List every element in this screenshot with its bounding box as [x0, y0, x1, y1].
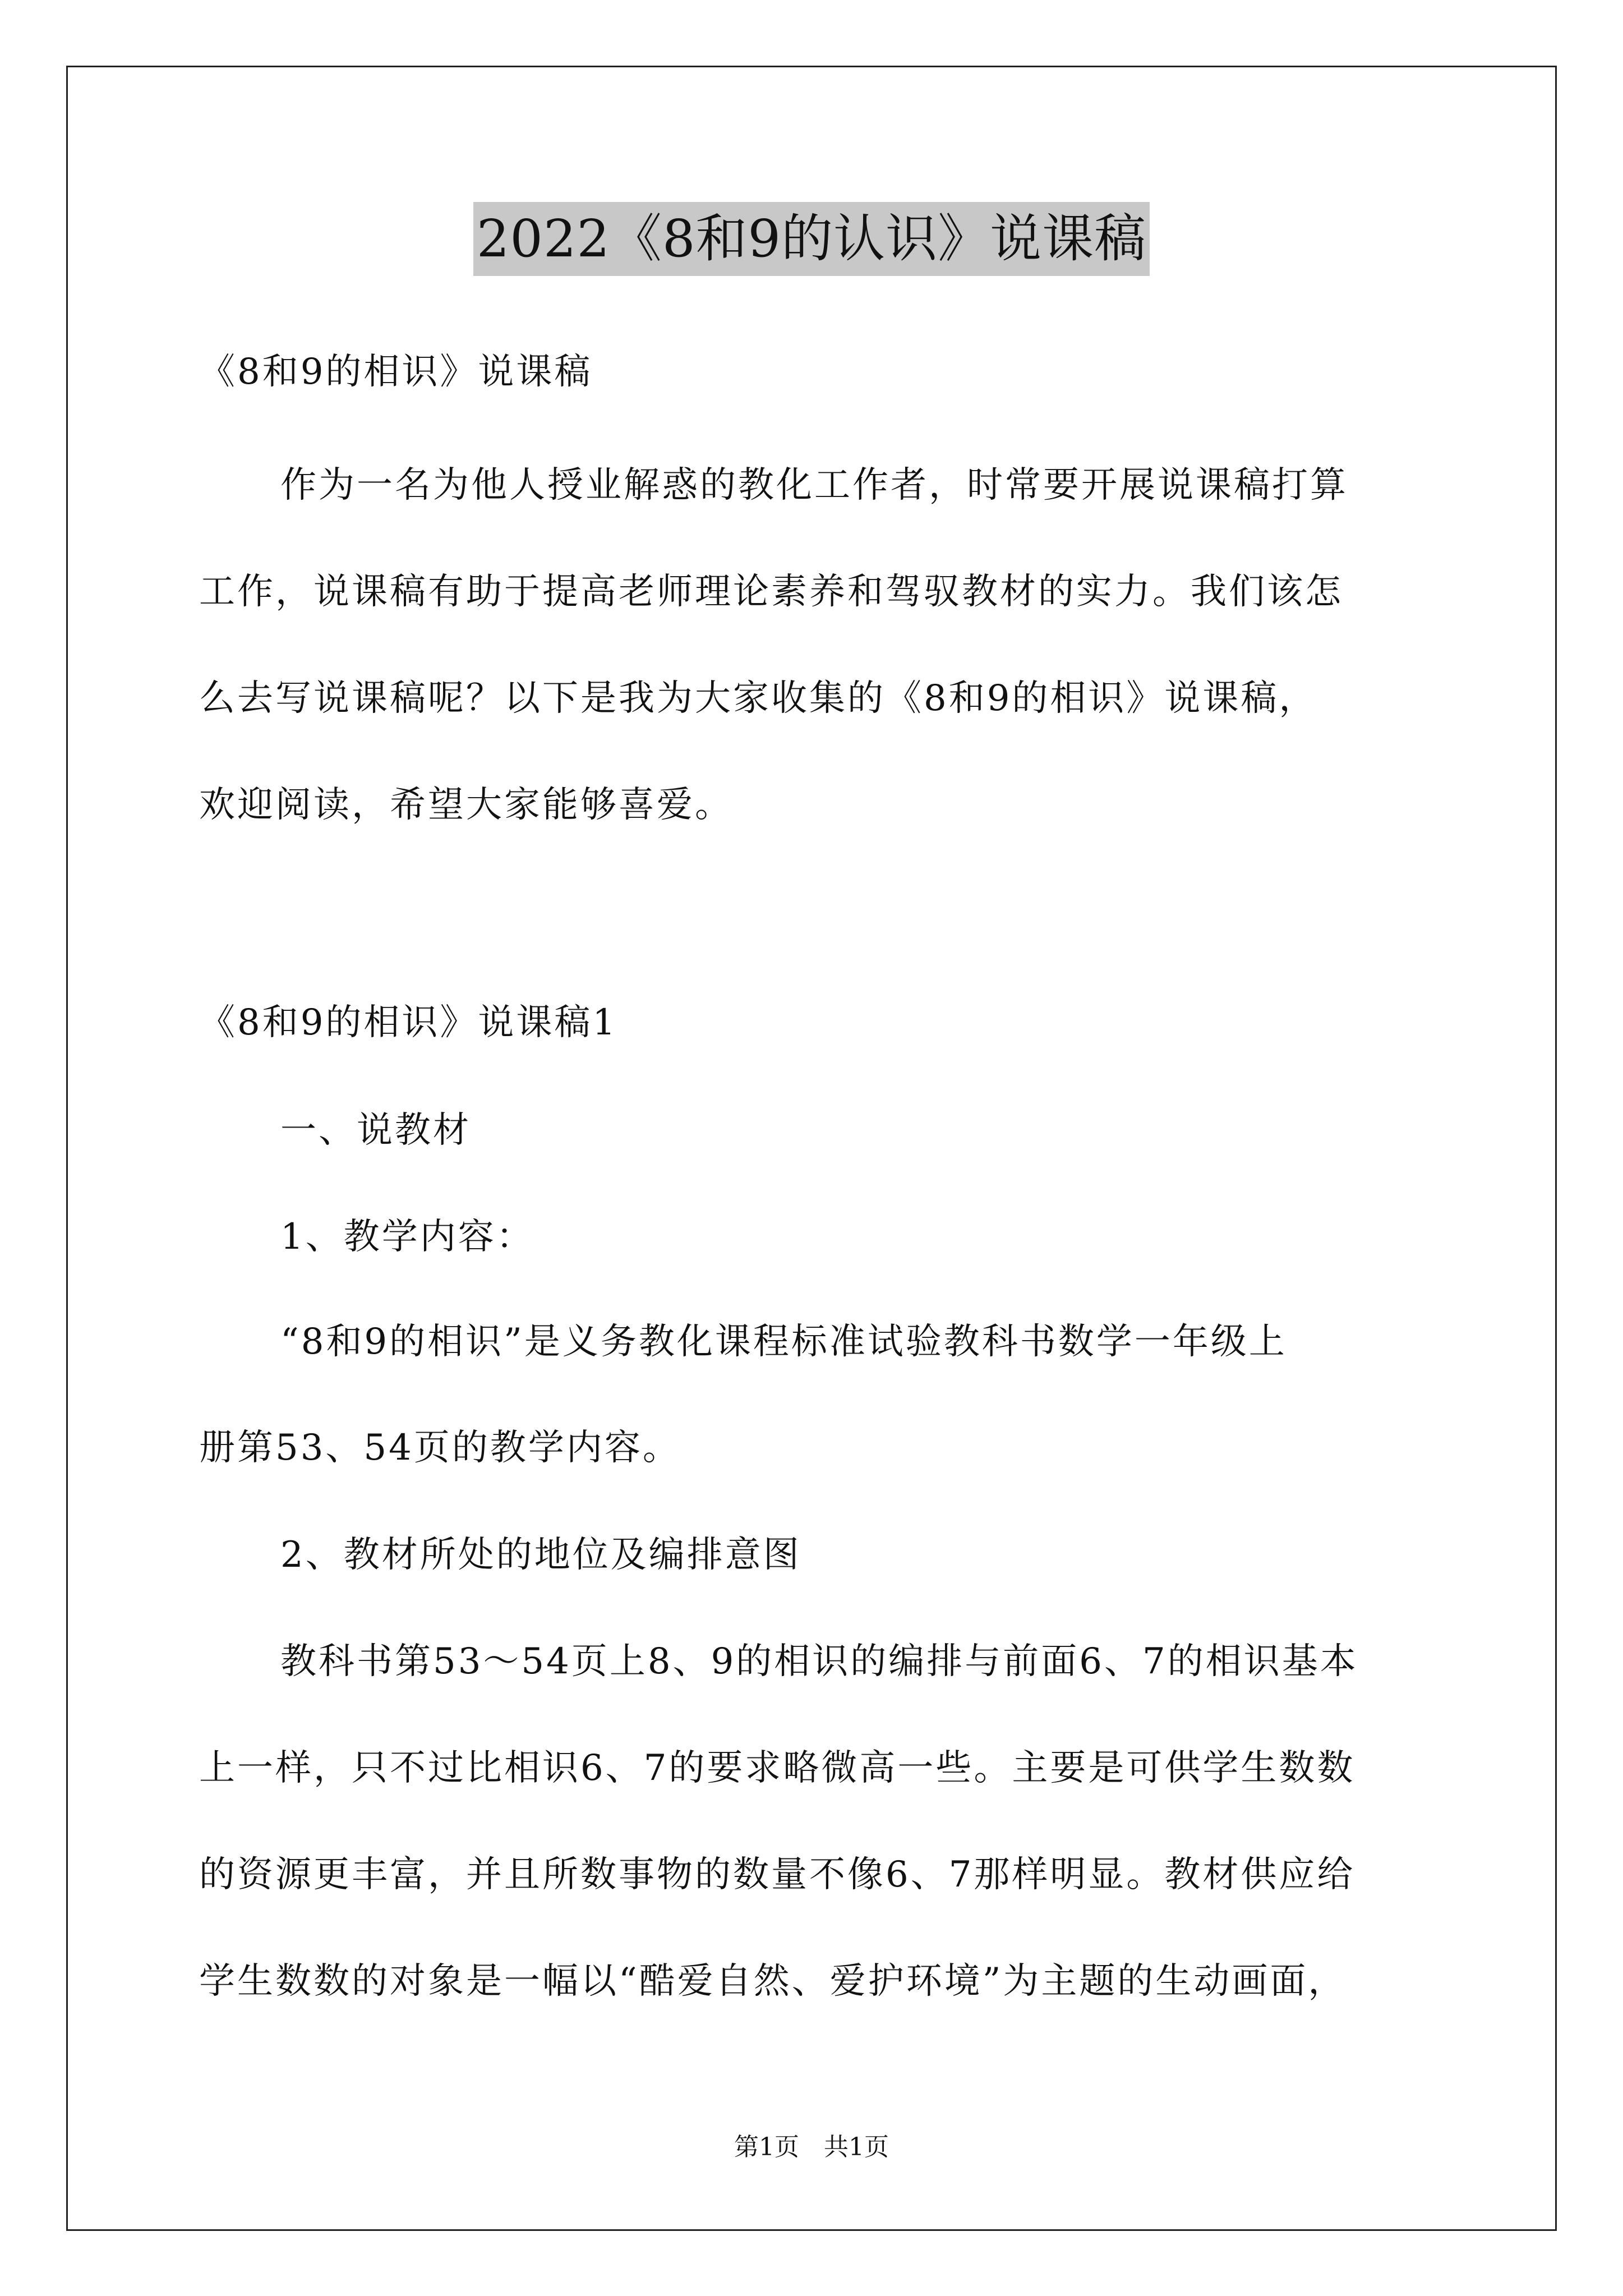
intro-line-4: 欢迎阅读，希望大家能够喜爱。 — [199, 784, 733, 826]
item1-text-line-2: 册第53、54页的教学内容。 — [199, 1427, 681, 1469]
item2-heading: 2、教材所处的地位及编排意图 — [280, 1534, 801, 1576]
item1-heading: 1、教学内容： — [280, 1216, 534, 1258]
item2-text-line-2: 上一样，只不过比相识6、7的要求略微高一些。主要是可供学生数数 — [199, 1747, 1355, 1789]
item2-text-line-4: 学生数数的对象是一幅以“酷爱自然、爱护环境”为主题的生动画面， — [199, 1961, 1347, 2002]
page-footer: 第1页 共1页 — [734, 2133, 889, 2161]
document-title: 2022《8和9的认识》说课稿 — [473, 202, 1150, 276]
item2-text-line-1: 教科书第53～54页上8、9的相识的编排与前面6、7的相识基本 — [280, 1641, 1358, 1682]
part-heading: 一、说教材 — [280, 1110, 471, 1151]
title-container — [0, 202, 1623, 276]
intro-line-2: 工作，说课稿有助于提高老师理论素养和驾驭教材的实力。我们该怎 — [199, 571, 1343, 613]
intro-line-3: 么去写说课稿呢？以下是我为大家收集的《8和9的相识》说课稿， — [199, 678, 1317, 719]
subtitle: 《8和9的相识》说课稿 — [199, 351, 593, 393]
item2-text-line-3: 的资源更丰富，并且所数事物的数量不像6、7那样明显。教材供应给 — [199, 1854, 1355, 1895]
item1-text-line-1: “8和9的相识”是义务教化课程标准试验教科书数学一年级上 — [280, 1321, 1287, 1363]
intro-line-1: 作为一名为他人授业解惑的教化工作者，时常要开展说课稿打算 — [280, 464, 1348, 506]
section-heading: 《8和9的相识》说课稿1 — [199, 1002, 618, 1043]
